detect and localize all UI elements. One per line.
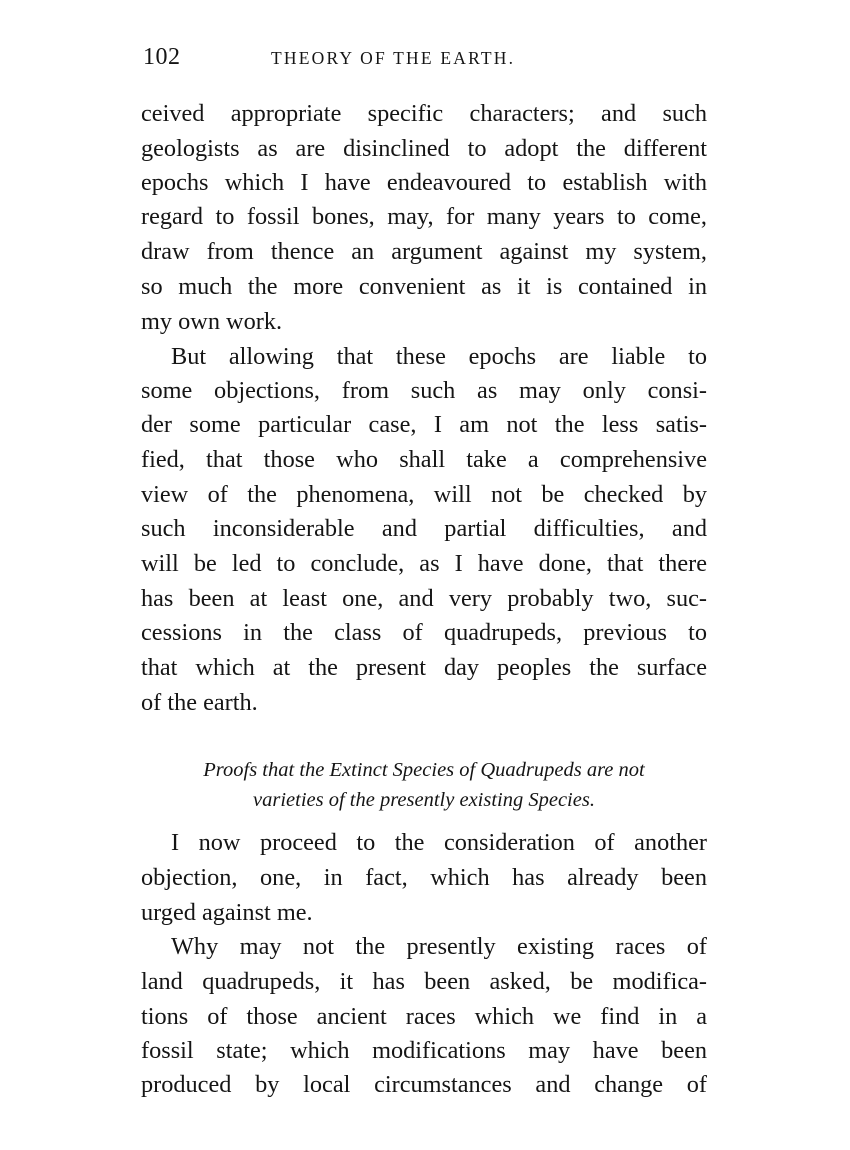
text-line: geologists as are disinclined to adopt the different <box>141 135 707 162</box>
text-line: regard to fossil bones, may, for many years to come, <box>141 203 707 230</box>
text-line: that which at the present day peoples the surface <box>141 654 707 681</box>
text-line: urged against me. <box>141 899 313 926</box>
text-line: ceived appropriate specific characters; and such <box>141 100 707 127</box>
text-line: produced by local circumstances and change of <box>141 1071 707 1098</box>
text-line: Why may not the presently existing races of <box>171 933 707 960</box>
page-number: 102 <box>143 44 181 70</box>
section-heading-line: varieties of the presently existing Species. <box>253 789 595 811</box>
text-line: objection, one, in fact, which has already been <box>141 864 707 891</box>
text-line: epochs which I have endeavoured to establish with <box>141 169 707 196</box>
text-line: I now proceed to the consideration of another <box>171 829 707 856</box>
text-line: fossil state; which modifications may have been <box>141 1037 707 1064</box>
text-line: will be led to conclude, as I have done, that there <box>141 550 707 577</box>
text-line: tions of those ancient races which we find in a <box>141 1003 707 1030</box>
text-line: such inconsiderable and partial difficulties, and <box>141 515 707 542</box>
text-line: fied, that those who shall take a comprehensive <box>141 446 707 473</box>
text-line: has been at least one, and very probably two, suc- <box>141 585 707 612</box>
text-line: land quadrupeds, it has been asked, be modifica- <box>141 968 707 995</box>
section-heading-line: Proofs that the Extinct Species of Quadrupeds are not <box>203 759 645 781</box>
text-line: cessions in the class of quadrupeds, previous to <box>141 619 707 646</box>
text-line: of the earth. <box>141 689 258 716</box>
text-line: so much the more convenient as it is contained in <box>141 273 707 300</box>
running-head <box>143 44 713 74</box>
text-line: some objections, from such as may only consi- <box>141 377 707 404</box>
text-line: my own work. <box>141 308 283 335</box>
text-line: der some particular case, I am not the less satis- <box>141 411 707 438</box>
text-line: draw from thence an argument against my system, <box>141 238 707 265</box>
running-title: THEORY OF THE EARTH. <box>271 48 516 68</box>
text-line: view of the phenomena, will not be checked by <box>141 481 707 508</box>
text-line: But allowing that these epochs are liable to <box>171 343 707 370</box>
